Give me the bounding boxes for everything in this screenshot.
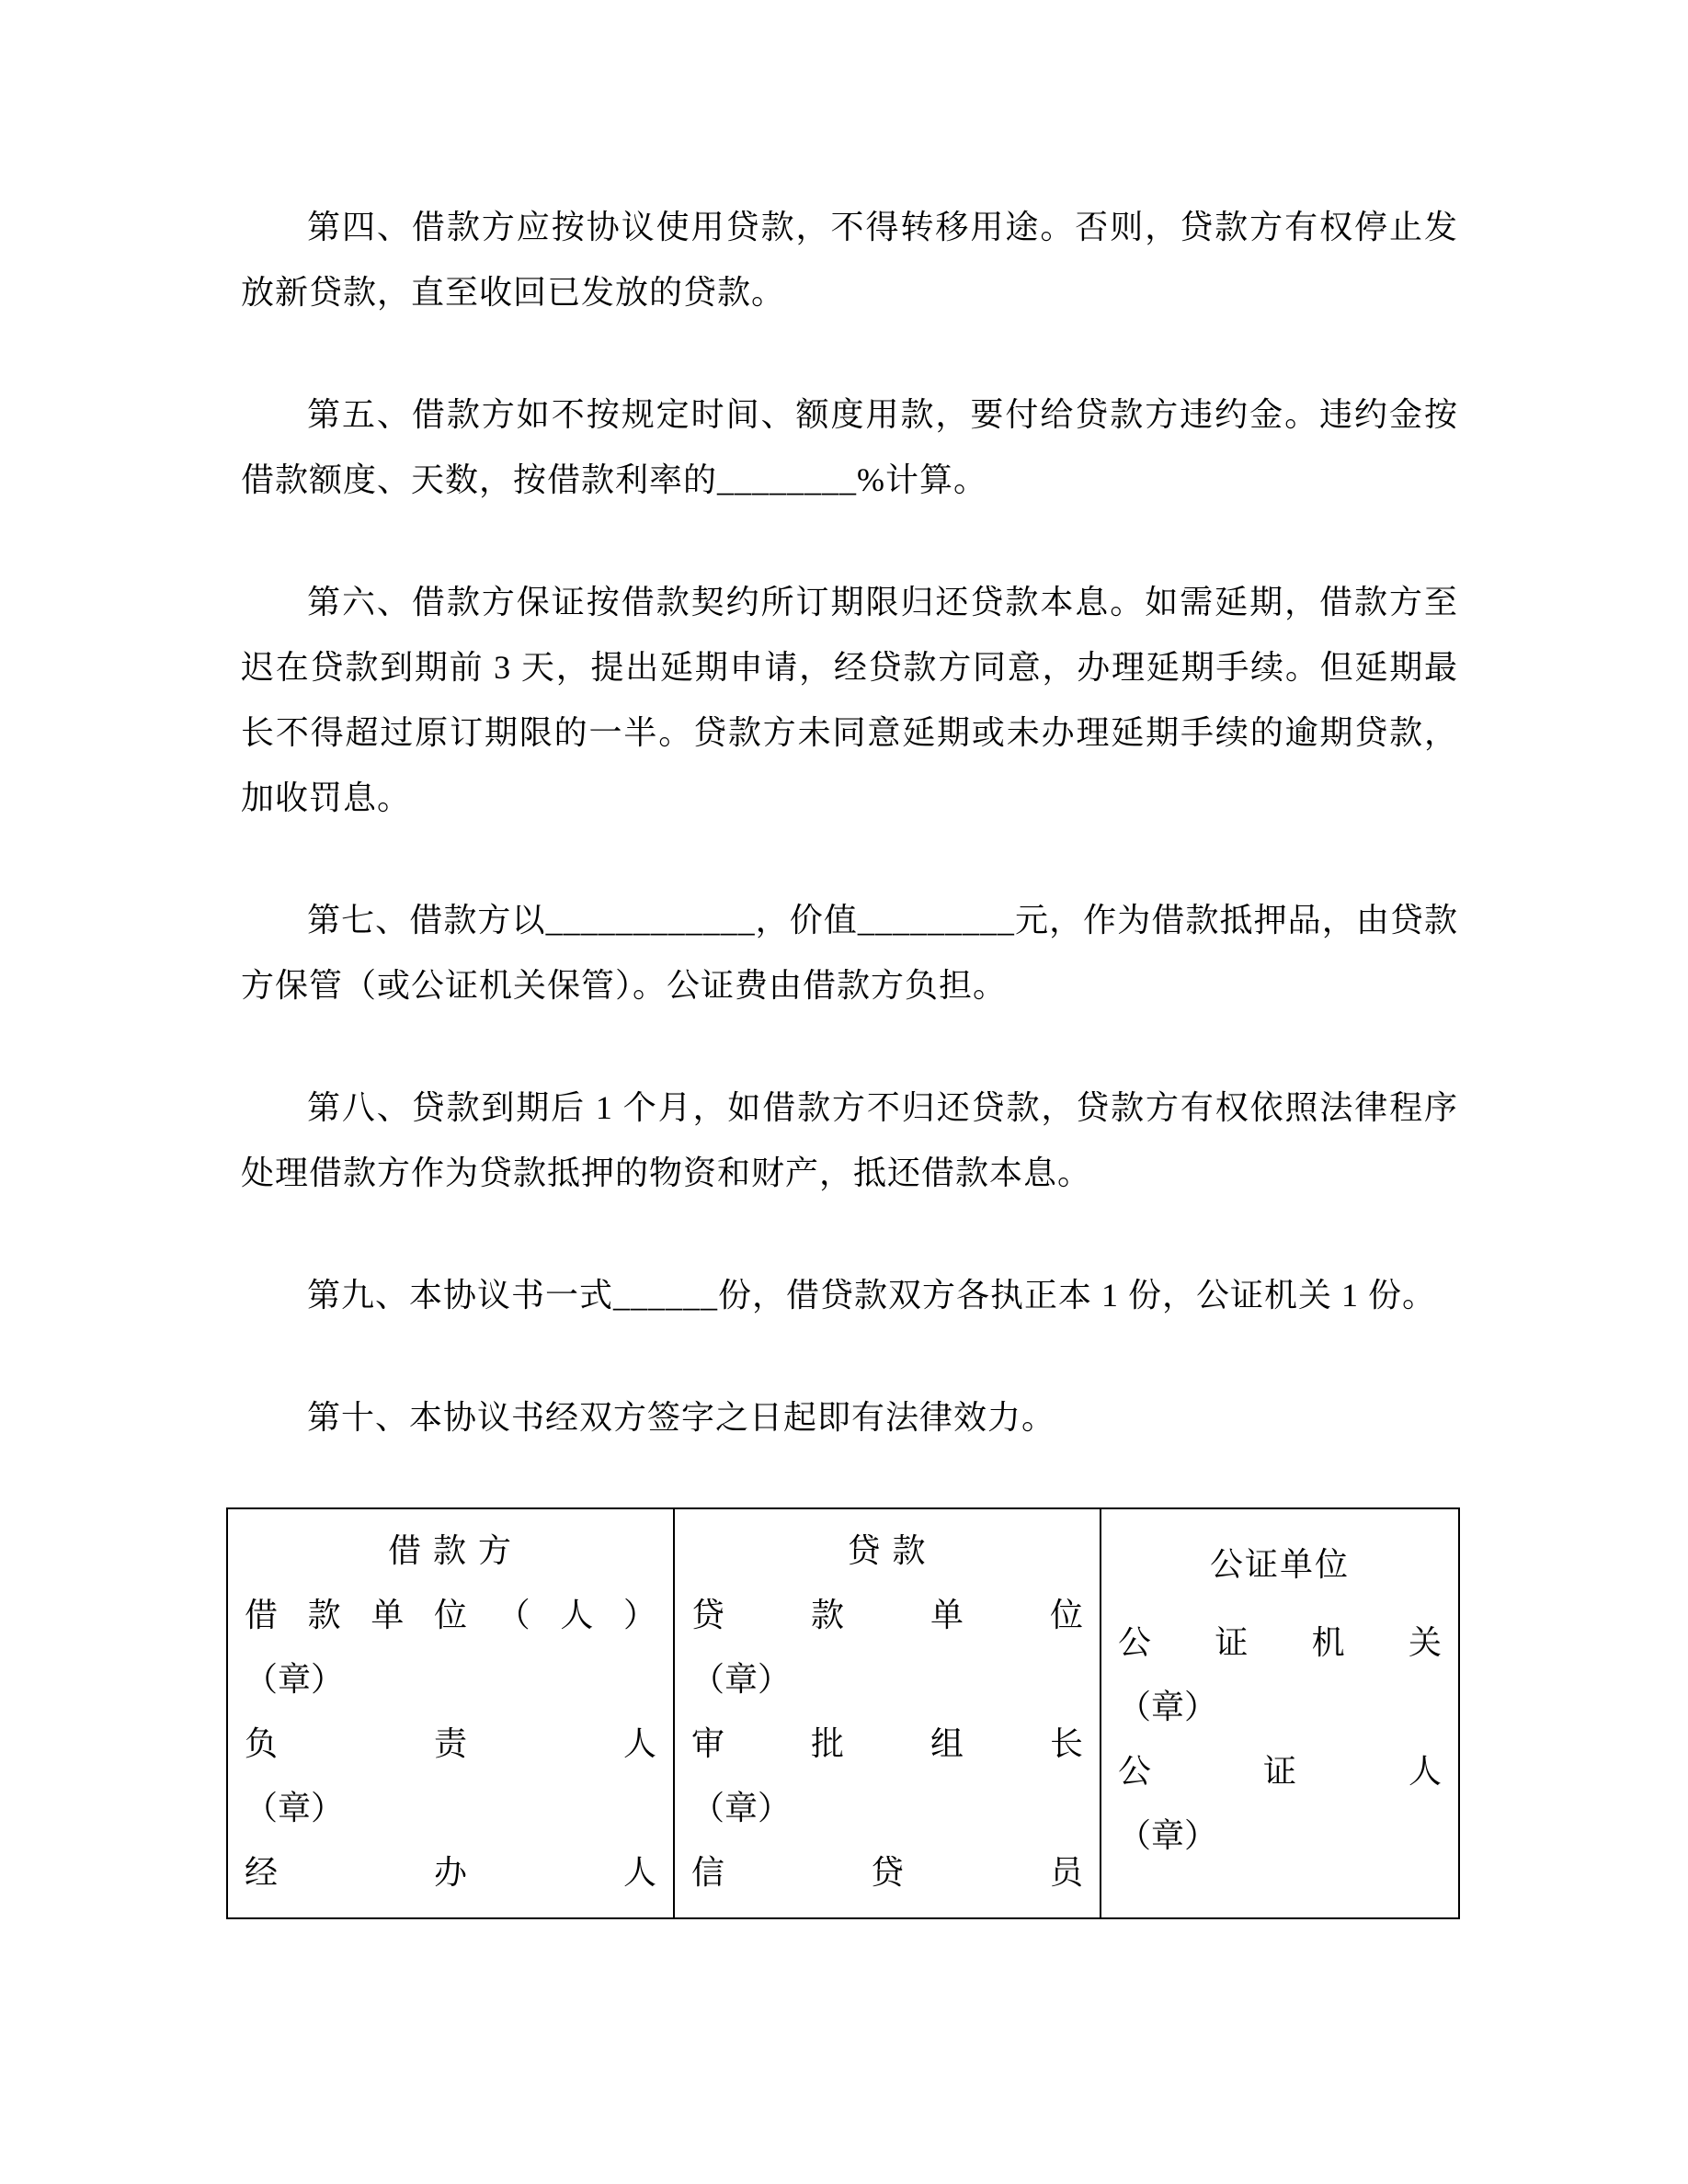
notary-column (1101, 1509, 1458, 1917)
lender-unit-label: 贷 款 单 位 (691, 1597, 1083, 1633)
clause-4: 第四、借款方应按协议使用贷款，不得转移用途。否则，贷款方有权停止发放新贷款，直至收回已发放的贷款。 (241, 209, 1458, 311)
notary-person-label: 公 证 人 (1118, 1753, 1442, 1790)
borrower-person-in-charge-label: 负 责 人 (245, 1725, 656, 1762)
lender-approval-seal: （章） (691, 1790, 792, 1826)
notary-column-header: 公证单位 (1209, 1546, 1350, 1583)
notary-office-seal: （章） (1118, 1689, 1218, 1725)
lender-credit-officer-label: 信 贷 员 (691, 1854, 1083, 1891)
clause-7: 第七、借款方以____________，价值_________元，作为借款抵押品，由贷款方保管（或公证机关保管）。公证费由借款方负担。 (241, 902, 1458, 1004)
clause-10: 第十、本协议书经双方签字之日起即有法律效力。 (307, 1399, 1056, 1436)
lender-column-header: 贷 款 (847, 1532, 928, 1569)
lender-unit-seal: （章） (691, 1661, 792, 1698)
lender-approval-leader-label: 审 批 组 长 (691, 1725, 1083, 1762)
borrower-handler-label: 经 办 人 (245, 1854, 656, 1891)
clause-6: 第六、借款方保证按借款契约所订期限归还贷款本息。如需延期，借款方至迟在贷款到期前 3 天，提出延期申请，经贷款方同意，办理延期手续。但延期最长不得超过原订期限的一半。贷款方未同意延期或未办理延期手续的逾期贷款，加收罚息。 (241, 584, 1458, 816)
clause-5: 第五、借款方如不按规定时间、额度用款，要付给贷款方违约金。违约金按借款额度、天数，按借款利率的________%计算。 (241, 396, 1458, 498)
borrower-unit-label: 借 款 单 位 （ 人 ） (245, 1597, 656, 1633)
notary-person-seal: （章） (1118, 1817, 1218, 1854)
borrower-column (228, 1509, 675, 1917)
signature-table (226, 1507, 1460, 1919)
clause-8: 第八、贷款到期后 1 个月，如借款方不归还贷款，贷款方有权依照法律程序处理借款方作为贷款抵押的物资和财产，抵还借款本息。 (241, 1089, 1458, 1191)
lender-column (675, 1509, 1101, 1917)
borrower-person-seal: （章） (245, 1790, 345, 1826)
clause-9: 第九、本协议书一式______份，借贷款双方各执正本 1 份，公证机关 1 份。 (307, 1277, 1437, 1314)
borrower-column-header: 借 款 方 (387, 1532, 513, 1569)
borrower-unit-seal: （章） (245, 1661, 345, 1698)
notary-office-label: 公 证 机 关 (1118, 1624, 1442, 1661)
